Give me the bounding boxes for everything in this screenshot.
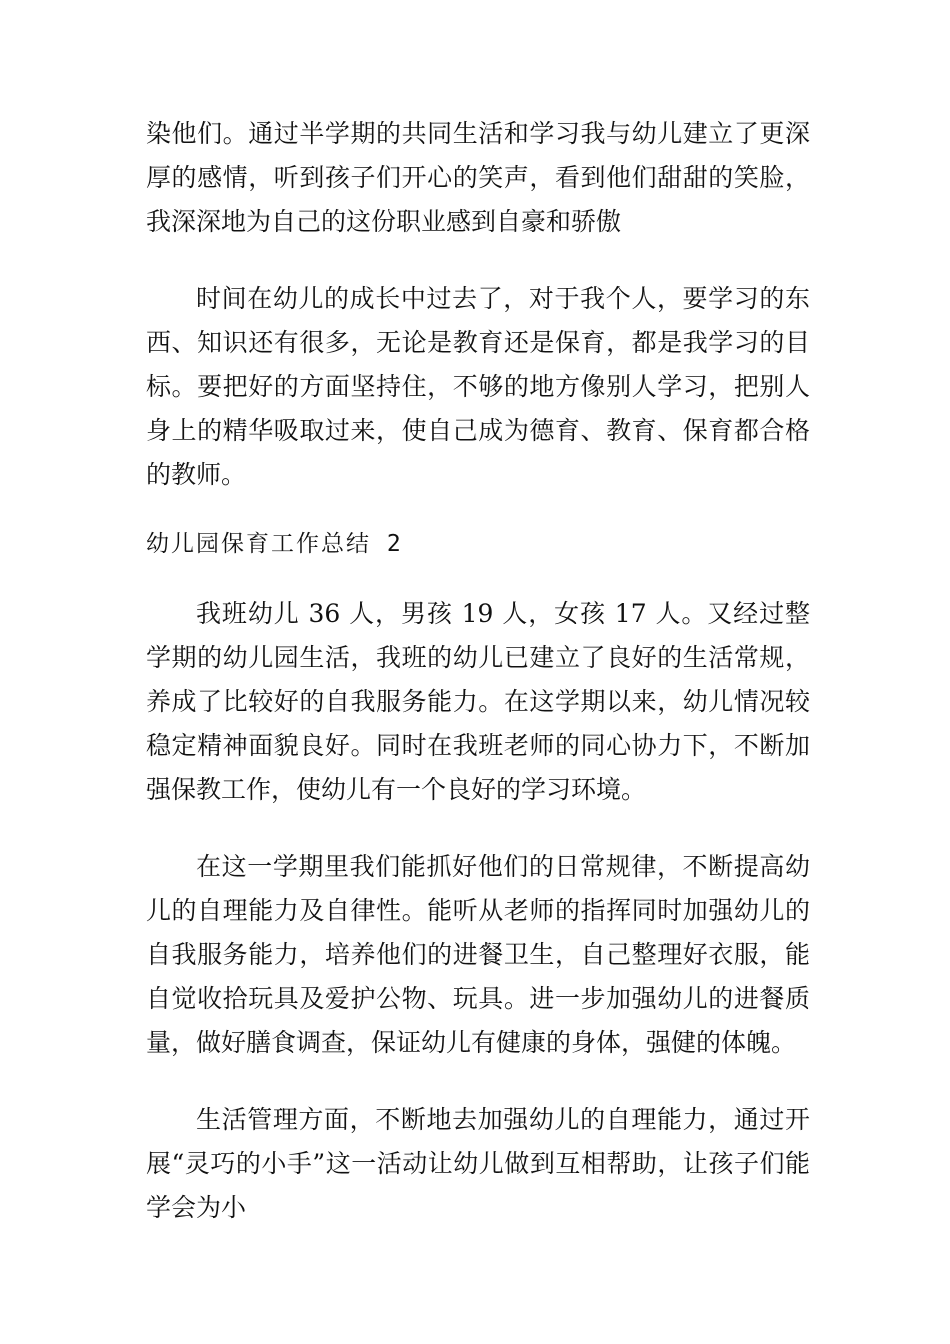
document-body [146,112,810,1263]
paragraph-reflection: 时间在幼儿的成长中过去了，对于我个人，要学习的东西、知识还有很多，无论是教育还是保育，都是我学习的目标。要把好的方面坚持住，不够的地方像别人学习，把别人身上的精华吸取过来，使自己成为德育、教育、保育都合格的教师。 [146,284,810,489]
paragraph-life-management: 生活管理方面，不断地去加强幼儿的自理能力，通过开展“灵巧的小手”这一活动让幼儿做到互相帮助，让孩子们能学会为小 [146,1105,810,1222]
paragraph-class-overview: 我班幼儿 36 人，男孩 19 人，女孩 17 人。又经过整学期的幼儿园生活，我班的幼儿已建立了良好的生活常规，养成了比较好的自我服务能力。在这学期以来，幼儿情况较稳定精神面貌良好。同时在我班老师的同心协力下，不断加强保教工作，使幼儿有一个良好的学习环境。 [146,599,810,804]
paragraph-routine: 在这一学期里我们能抓好他们的日常规律，不断提高幼儿的自理能力及自律性。能听从老师的指挥同时加强幼儿的自我服务能力，培养他们的进餐卫生，自己整理好衣服，能自觉收拾玩具及爱护公物、玩具。进一步加强幼儿的进餐质量，做好膳食调查，保证幼儿有健康的身体，强健的体魄。 [146,852,810,1057]
section-heading: 幼儿园保育工作总结 2 [146,531,403,557]
paragraph-continuation: 染他们。通过半学期的共同生活和学习我与幼儿建立了更深厚的感情，听到孩子们开心的笑声，看到他们甜甜的笑脸，我深深地为自己的这份职业感到自豪和骄傲 [146,119,810,236]
